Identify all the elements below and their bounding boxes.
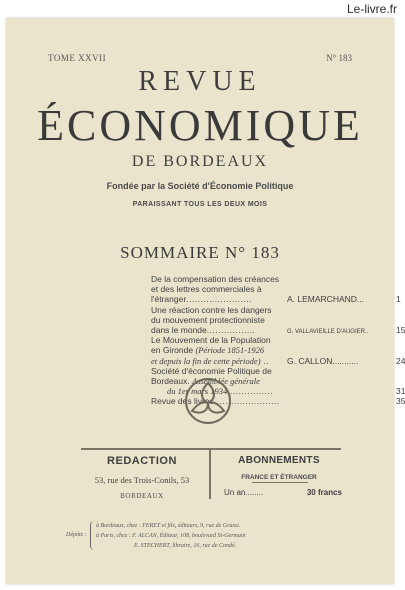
toc-line: Revue des livres: [151, 396, 214, 407]
triskelion-ornament-icon: [182, 375, 234, 427]
toc-page: 1: [396, 294, 401, 305]
publication-frequency: PARAISSANT TOUS LES DEUX MOIS: [132, 201, 268, 208]
abonnements-zone: FRANCE ET ÉTRANGER: [241, 474, 317, 481]
toc-line: Le Mouvement de la Population: [151, 335, 271, 346]
redaction-city: BORDEAUX: [120, 492, 164, 500]
toc-line: et des lettres commerciales à: [151, 284, 262, 295]
toc-line: du mouvement protectionniste: [151, 314, 265, 325]
subscription-price: 30 francs: [306, 488, 342, 497]
issue-number: N° 183: [326, 53, 352, 63]
sommaire-heading: SOMMAIRE N° 183: [120, 243, 280, 262]
toc-line: Société d'économie Politique de: [151, 365, 272, 376]
toc-entry: Le Mouvement de la Population en Gironde (Période 1851-1926 et depuis la fin de cette période) .. G. CALLON........... 24: [151, 335, 405, 366]
founded-by: Fondée par la Société d'Économie Politique: [106, 181, 294, 191]
subscription-period: Un an........: [224, 488, 264, 497]
tome-label: TOME XXVII: [48, 53, 107, 63]
redaction-address: 53, rue des Trois-Conils, 53: [94, 475, 190, 485]
abonnements-heading: ABONNEMENTS: [238, 455, 320, 466]
toc-page: 24: [396, 355, 405, 366]
toc-author: G. CALLON...........: [287, 355, 359, 366]
zone-underline: [252, 482, 308, 483]
watermark-text: Le-livre.fr: [346, 2, 397, 16]
toc-line: Bordeaux.: [151, 376, 190, 387]
title-de-bordeaux: DE BORDEAUX: [131, 153, 269, 170]
toc-line: De la compensation des créances: [151, 274, 280, 284]
toc-page: 31: [396, 386, 405, 397]
journal-cover: [6, 18, 405, 584]
toc-entry: De la compensation des créances et des lettres commerciales à l'étranger....................... A. LEMARCHAND... 1: [151, 274, 401, 305]
table-of-contents: [151, 274, 405, 407]
title-revue: REVUE: [138, 66, 262, 97]
toc-page: 35: [396, 396, 405, 407]
toc-line-italic: du 1er mars 1934: [167, 386, 228, 397]
toc-line-italic: (Période 1851-1926: [195, 345, 265, 356]
toc-line-italic: Assemblée générale: [192, 376, 260, 387]
depot-line: à Bordeaux, chez : FERET et fils, éditeurs, 9, rue de Grassi.: [96, 523, 241, 529]
toc-author: G. VALLAVIEILLE D'AUGIER..: [287, 329, 369, 336]
toc-page: 15: [396, 325, 405, 336]
toc-line-italic: et depuis la fin de cette période): [151, 355, 261, 366]
toc-entry: Revue des livres ...................... 35: [151, 396, 405, 407]
toc-line: dans le monde: [151, 325, 207, 336]
toc-line: Une réaction contre les dangers: [151, 304, 272, 315]
title-economique: ÉCONOMIQUE: [37, 101, 363, 150]
toc-entry: Société d'économie Politique de Bordeaux. Assemblée générale du 1er mars 1934 ............... 31: [151, 365, 405, 397]
depot-line: E. STECHERT, libraire, 16, rue de Condé.: [134, 543, 237, 549]
toc-line: l'étranger: [151, 294, 187, 305]
toc-line: en Gironde: [151, 345, 194, 356]
bottom-column-divider: [209, 449, 211, 499]
depots-label: Dépôts :: [66, 532, 87, 538]
subscription-price-row: [224, 488, 342, 497]
toc-author: A. LEMARCHAND...: [287, 294, 364, 305]
bottom-divider: [81, 448, 341, 450]
depots-list: [96, 521, 366, 551]
depot-line: à Paris, chez : F. ALCAN, Éditeur, 108, boulevard St-Germain: [96, 533, 246, 539]
redaction-heading: REDACTION: [107, 455, 177, 467]
toc-entry: Une réaction contre les dangers du mouvement protectionniste dans le monde................. G. VALLAVIEILLE D'AUGIER.. 15: [151, 305, 331, 336]
